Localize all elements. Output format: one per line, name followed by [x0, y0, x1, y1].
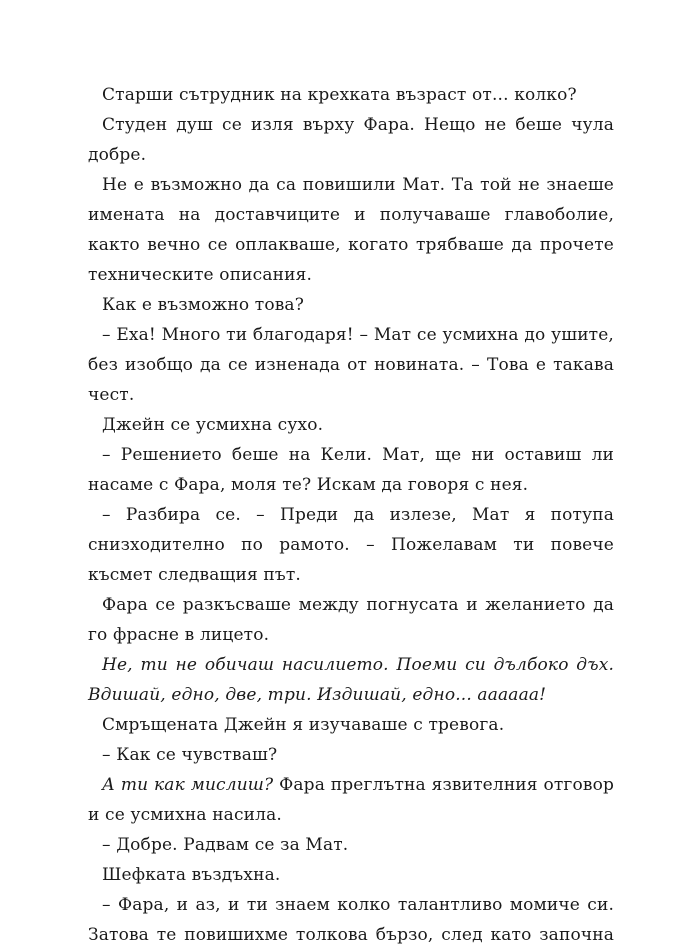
- paragraph: [88, 770, 614, 830]
- text-run: Фара преглътна язвителния отговор и се усмихна насила.: [88, 775, 614, 825]
- paragraph: [88, 410, 614, 440]
- paragraph: [88, 320, 614, 410]
- text-run: Студен душ се изля върху Фара. Нещо не беше чула добре.: [88, 115, 614, 165]
- text-run: Не е възможно да са повишили Мат. Та той не знаеше имената на доставчиците и получаваше главоболие, както вечно се оплакваше, когато трябваше да прочете техническите описания.: [88, 175, 614, 285]
- paragraph: [88, 860, 614, 890]
- text-run: – Как се чувстваш?: [102, 745, 278, 765]
- paragraph: [88, 440, 614, 500]
- paragraph: [88, 290, 614, 320]
- paragraph: [88, 500, 614, 590]
- text-run: Шефката въздъхна.: [102, 865, 281, 885]
- paragraph: [88, 110, 614, 170]
- text-run: – Разбира се. – Преди да излезе, Мат я потупа снизходително по рамото. – Пожелавам ти повече късмет следващия път.: [88, 505, 614, 585]
- paragraph: [88, 740, 614, 770]
- italic-text-run: А ти как мислиш?: [102, 775, 274, 795]
- paragraph: [88, 650, 614, 710]
- text-run: – Решението беше на Кели. Мат, ще ни оставиш ли насаме с Фара, моля те? Искам да говоря с нея.: [88, 445, 614, 495]
- text-run: – Еха! Много ти благодаря! – Мат се усмихна до ушите, без изобщо да се изненада от новината. – Това е такава чест.: [88, 325, 614, 405]
- paragraph: [88, 590, 614, 650]
- text-run: Джейн се усмихна сухо.: [102, 415, 324, 435]
- text-run: Старши сътрудник на крехката възраст от... колко?: [102, 85, 577, 105]
- italic-text-run: Не, ти не обичаш насилието. Поеми си дълбоко дъх. Вдишай, едно, две, три. Издишай, едно... аааааа!: [88, 655, 614, 705]
- paragraph: [88, 170, 614, 290]
- text-run: Смръщената Джейн я изучаваше с тревога.: [102, 715, 505, 735]
- text-run: Фара се разкъсваше между погнусата и желанието да го фрасне в лицето.: [88, 595, 614, 645]
- text-run: Как е възможно това?: [102, 295, 304, 315]
- paragraph: [88, 830, 614, 860]
- paragraph: [88, 890, 614, 950]
- page-text: [88, 80, 614, 950]
- text-run: – Фара, и аз, и ти знаем колко талантливо момиче си. Затова те повишихме толкова бързо, след като започна: [88, 895, 614, 945]
- paragraph: [88, 710, 614, 740]
- paragraph: [88, 80, 614, 110]
- text-run: – Добре. Радвам се за Мат.: [102, 835, 349, 855]
